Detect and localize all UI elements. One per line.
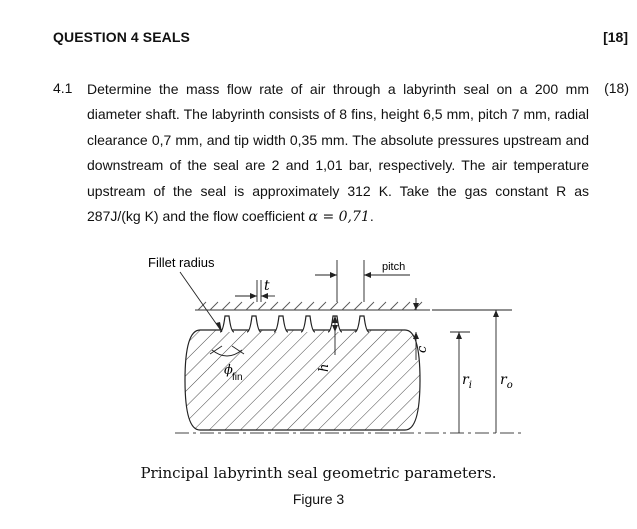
labyrinth-seal-diagram xyxy=(140,250,530,450)
question-end: . xyxy=(369,208,374,225)
c-label: c xyxy=(415,345,430,353)
section-heading: QUESTION 4 SEALS xyxy=(53,29,190,45)
fillet-radius-label: Fillet radius xyxy=(148,255,215,270)
fillet-radius-annotation xyxy=(148,255,222,332)
total-marks: [18] xyxy=(603,29,628,45)
pitch-label: pitch xyxy=(382,261,406,273)
ri-label: $r_i$ xyxy=(462,372,472,391)
figure-caption: Principal labyrinth seal geometric parameters. xyxy=(140,464,497,482)
question-text xyxy=(87,77,589,230)
ro-label: $r_o$ xyxy=(500,372,513,391)
h-label: h xyxy=(317,363,332,372)
t-label: t xyxy=(264,278,270,294)
phi-fin-subscript: fin xyxy=(232,372,243,383)
question-body: Determine the mass flow rate of air through a labyrinth seal on a 200 mm diameter shaft. The labyrinth consists of 8 fins, height 6,5 mm, pitch 7 mm, radial clearance 0,7 mm, and tip width 0,35 mm. The absolute pressures upstream and downstream of the seal are 2 and 1,01 bar, respectively. The air temperature upstream of the seal is approximately 312 K. Take the gas constant R as 287J/(kg K) and the flow coefficient xyxy=(87,81,589,225)
housing xyxy=(195,302,430,310)
alpha-expression: α = 0,71 xyxy=(308,209,370,226)
phi-label: ϕ xyxy=(224,363,233,378)
shaft xyxy=(180,328,425,433)
figure-number: Figure 3 xyxy=(292,491,345,507)
question-marks: (18) xyxy=(604,80,629,96)
question-number: 4.1 xyxy=(53,80,73,96)
